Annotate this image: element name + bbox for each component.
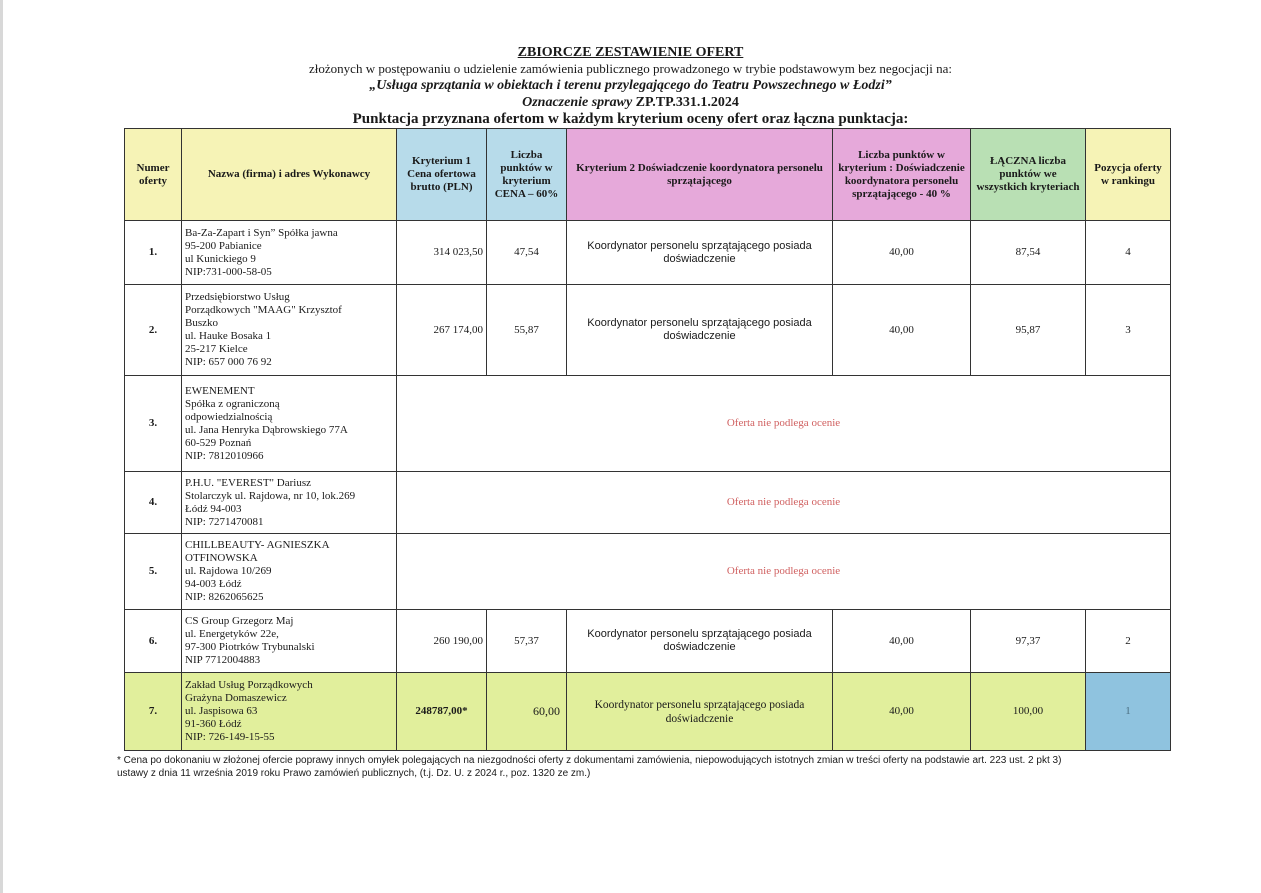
case-reference [0, 94, 1261, 111]
offer-rank: 2 [1086, 610, 1171, 673]
offer-contractor [182, 285, 397, 376]
offer-rejected-note: Oferta nie podlega ocenie [397, 534, 1171, 610]
col-header-total: ŁĄCZNA liczba punktów we wszystkich kryteriach [971, 129, 1086, 221]
contractor-line: Zakład Usług Porządkowych [185, 679, 313, 691]
offer-price: 248787,00* [397, 673, 487, 751]
col-header-name: Nazwa (firma) i adres Wykonawcy [182, 129, 397, 221]
contractor-line: P.H.U. "EVEREST" Dariusz [185, 476, 312, 489]
table-row [125, 376, 1171, 472]
contractor-line: ul. Rajdowa 10/269 [185, 565, 272, 577]
table-row [125, 285, 1171, 376]
contractor-line: NIP: 7271470081 [185, 515, 264, 528]
col-header-number: Numer oferty [125, 129, 182, 221]
offer-price: 267 174,00 [397, 285, 487, 376]
contractor-line: ul. Jana Henryka Dąbrowskiego 77A [185, 423, 348, 436]
offer-rank: 4 [1086, 221, 1171, 285]
contractor-line: Przedsiębiorstwo Usług [185, 291, 290, 303]
table-row [125, 610, 1171, 673]
offer-number: 2. [125, 285, 182, 376]
contractor-line: Buszko [185, 317, 218, 329]
offer-experience-points: 40,00 [833, 285, 971, 376]
offers-table [124, 128, 1171, 751]
contractor-line: 94-003 Łódź [185, 578, 242, 590]
offer-price: 314 023,50 [397, 221, 487, 285]
scan-edge [0, 0, 3, 893]
contractor-line: Spółka z ograniczoną [185, 397, 280, 410]
offer-total: 95,87 [971, 285, 1086, 376]
contractor-line: OTFINOWSKA [185, 552, 258, 564]
offer-experience: Koordynator personelu sprzątającego posiada doświadczenie [567, 673, 833, 751]
footnote-line: * Cena po dokonaniu w złożonej ofercie poprawy innych omyłek polegających na niezgodności oferty z dokumentami zamówienia, niepowodujących istotnych zmian w treści oferty na podstawie art. 223 ust. 2 pkt 3) [117, 755, 1062, 766]
offer-number: 1. [125, 221, 182, 285]
contractor-line: 60-529 Poznań [185, 436, 252, 449]
contractor-line: Grażyna Domaszewicz [185, 692, 287, 704]
offer-number: 7. [125, 673, 182, 751]
contractor-line: 25-217 Kielce [185, 343, 248, 355]
contractor-line: NIP:731-000-58-05 [185, 265, 272, 278]
offer-number: 3. [125, 376, 182, 472]
offer-number: 6. [125, 610, 182, 673]
offer-experience: Koordynator personelu sprzątającego posiada doświadczenie [567, 610, 833, 673]
document-subtitle: złożonych w postępowaniu o udzielenie zamówienia publicznego prowadzonego w trybie podstawowym bez negocjacji na: [309, 61, 952, 76]
contractor-line: 97-300 Piotrków Trybunalski [185, 641, 315, 653]
contractor-line: Porządkowych "MAAG" Krzysztof [185, 304, 342, 316]
offer-contractor [182, 376, 397, 472]
contractor-line: 95-200 Pabianice [185, 239, 262, 252]
table-row [125, 472, 1171, 534]
col-header-experience-points: Liczba punktów w kryterium : Doświadczenie koordynatora personelu sprzątającego - 40 % [833, 129, 971, 221]
footnote-line: ustawy z dnia 11 września 2019 roku Prawo zamówień publicznych, (t.j. Dz. U. z 2024 r., poz. 1320 ze zm.) [117, 768, 591, 779]
offer-experience-points: 40,00 [833, 221, 971, 285]
case-label: Oznaczenie sprawy [522, 95, 633, 110]
contractor-line: NIP 7712004883 [185, 654, 261, 666]
offer-price-points: 47,54 [487, 221, 567, 285]
contractor-line: CHILLBEAUTY- AGNIESZKA [185, 539, 330, 551]
contractor-line: NIP: 726-149-15-55 [185, 731, 275, 743]
header-row [125, 129, 1171, 221]
table-row [125, 221, 1171, 285]
document-header [0, 44, 1261, 128]
offer-price-points: 57,37 [487, 610, 567, 673]
contractor-line: Łódź 94-003 [185, 502, 242, 515]
offer-price: 260 190,00 [397, 610, 487, 673]
offer-rejected-note: Oferta nie podlega ocenie [397, 472, 1171, 534]
offer-experience-points: 40,00 [833, 610, 971, 673]
contract-name: „Usługa sprzątania w obiektach i terenu przylegającego do Teatru Powszechnego w Łodzi” [369, 78, 892, 93]
offer-total: 87,54 [971, 221, 1086, 285]
table-row [125, 534, 1171, 610]
contractor-line: CS Group Grzegorz Maj [185, 615, 294, 627]
offer-contractor [182, 534, 397, 610]
offer-total: 100,00 [971, 673, 1086, 751]
case-number: ZP.TP.331.1.2024 [635, 95, 739, 110]
col-header-experience: Kryterium 2 Doświadczenie koordynatora personelu sprzątającego [567, 129, 833, 221]
contractor-line: Ba-Za-Zapart i Syn” Spółka jawna [185, 226, 338, 239]
table-row-winner [125, 673, 1171, 751]
contractor-line: NIP: 7812010966 [185, 449, 264, 462]
col-header-price: Kryterium 1 Cena ofertowa brutto (PLN) [397, 129, 487, 221]
col-header-rank: Pozycja oferty w rankingu [1086, 129, 1171, 221]
contractor-line: NIP: 657 000 76 92 [185, 356, 272, 368]
offer-contractor [182, 673, 397, 751]
offer-contractor [182, 221, 397, 285]
contractor-line: odpowiedzialnością [185, 410, 273, 423]
contractor-line: 91-360 Łódź [185, 718, 242, 730]
document-title: ZBIORCZE ZESTAWIENIE OFERT [517, 45, 744, 60]
offer-number: 5. [125, 534, 182, 610]
offer-rank: 3 [1086, 285, 1171, 376]
col-header-price-points: Liczba punktów w kryterium CENA – 60% [487, 129, 567, 221]
contractor-line: ul Kunickiego 9 [185, 252, 256, 265]
footnote [117, 754, 1177, 780]
offer-experience: Koordynator personelu sprzątającego posiada doświadczenie [567, 221, 833, 285]
offer-price-points: 60,00 [487, 673, 567, 751]
offer-number: 4. [125, 472, 182, 534]
scoring-title: Punktacja przyznana ofertom w każdym kryterium oceny ofert oraz łączna punktacja: [352, 111, 909, 127]
offer-rejected-note: Oferta nie podlega ocenie [397, 376, 1171, 472]
offer-price-points: 55,87 [487, 285, 567, 376]
offer-contractor [182, 610, 397, 673]
offer-contractor [182, 472, 397, 534]
contractor-line: NIP: 8262065625 [185, 591, 264, 603]
offer-experience-points: 40,00 [833, 673, 971, 751]
contractor-line: ul. Energetyków 22e, [185, 628, 279, 640]
offer-total: 97,37 [971, 610, 1086, 673]
contractor-line: Stolarczyk ul. Rajdowa, nr 10, lok.269 [185, 489, 356, 502]
offer-experience: Koordynator personelu sprzątającego posiada doświadczenie [567, 285, 833, 376]
contractor-line: ul. Hauke Bosaka 1 [185, 330, 272, 342]
contractor-line: EWENEMENT [185, 384, 255, 397]
contractor-line: ul. Jaspisowa 63 [185, 705, 258, 717]
offer-rank: 1 [1086, 673, 1171, 751]
